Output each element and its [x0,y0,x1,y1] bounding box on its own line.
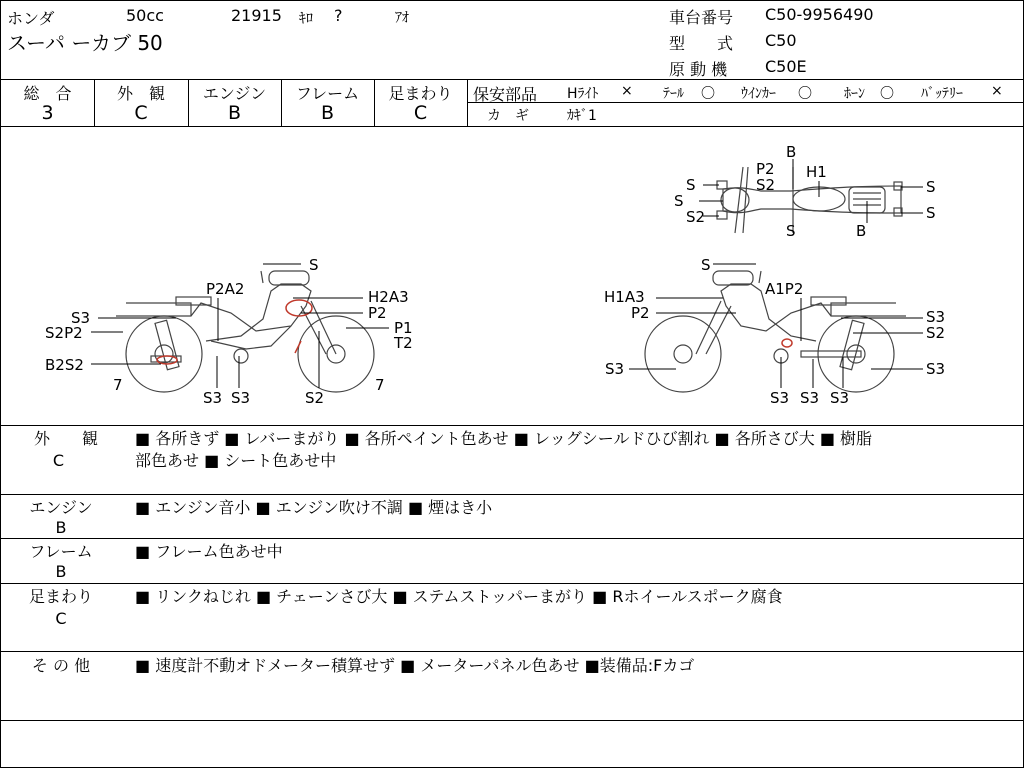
type-value: C50 [765,31,797,50]
grade-suspension-label: 足まわり [388,84,453,103]
displacement: 50cc [126,6,164,25]
mileage-unit: ｷﾛ [299,11,313,27]
safety-mark-tail: 〇 [701,86,715,102]
right-label-s2-right: S2 [926,324,946,342]
divider [1,494,1023,495]
right-label-s3-a: S3 [770,389,790,407]
remark-engine-category: エンジン [29,498,93,517]
left-label-b2s2: B2S2 [45,356,84,374]
model-name: スーパ ーカブ 50 [7,31,163,55]
top-label-s2-left: S [674,192,684,210]
left-label-s3: S3 [71,309,91,327]
type-label: 型 式 [669,34,734,53]
right-label-s3-c: S3 [830,389,850,407]
right-label-s3-b: S3 [800,389,820,407]
left-label-s3-b: S3 [231,389,251,407]
remark-suspension-text: ■ リンクねじれ ■ チェーンさび大 ■ ステムストッパーまがり ■ Rホイールスポーク腐食 [135,587,783,606]
safety-item-horn: ﾎｰﾝ [844,86,865,102]
divider [1,651,1023,652]
left-label-p2: P2 [368,304,387,322]
grade-frame-label: フレーム [295,84,360,103]
right-label-s3-right: S3 [926,308,946,326]
remark-exterior-category: 外 観 [33,429,98,448]
left-side-bike [116,271,374,392]
remark-exterior-grade: C [52,451,65,470]
engine-label: 原 動 機 [669,60,728,79]
left-label-s2p2: S2P2 [45,324,83,342]
top-label-b-upper: B [786,143,797,161]
divider [1,79,1023,80]
top-label-s-right-upper: S [926,178,936,196]
safety-mark-winker: 〇 [798,86,812,102]
left-label-t2: T2 [394,334,413,352]
right-label-p2: P2 [631,304,650,322]
top-label-b-lower: S [786,222,796,240]
right-label-s3-left: S3 [605,360,625,378]
safety-item-headlight: Hﾗｲﾄ [567,86,599,102]
top-label-s-left-upper: S [686,176,696,194]
right-label-s3-right-lower: S3 [926,360,946,378]
remark-engine-grade: B [55,518,67,537]
divider [1,583,1023,584]
right-label-a1p2: A1P2 [765,280,804,298]
left-label-p2a2: P2A2 [206,280,245,298]
right-label-h1a3: H1A3 [604,288,645,306]
grade-exterior-value: C [134,102,148,124]
grade-exterior-label: 外 観 [116,84,165,103]
grade-engine-value: B [227,102,242,124]
color: ｱｵ [395,10,409,26]
right-side-labels [604,256,945,407]
remark-suspension-category: 足まわり [28,587,93,606]
right-label-s-top: S [701,256,711,274]
remark-frame-grade: B [55,562,67,581]
left-label-h2a3: H2A3 [368,288,409,306]
safety-mark-battery: × [991,83,1003,99]
frame-no: C50-9956490 [765,5,874,24]
remark-exterior-text: ■ 各所きず ■ レバーまがり ■ 各所ペイント色あせ ■ レッグシールドひび割れ ■ 各所さび大 ■ 樹脂 [135,429,873,448]
key-label: カ ギ [487,108,529,124]
divider [1,425,1023,426]
safety-item-battery: ﾊﾞｯﾃﾘｰ [921,86,963,102]
remark-other-category: そ の 他 [31,656,91,675]
safety-mark-horn: 〇 [880,86,894,102]
top-label-s3: B [856,222,867,240]
remark-frame-category: フレーム [29,542,93,561]
safety-label: 保安部品 [473,85,538,104]
frame-no-label: 車台番号 [669,8,734,27]
remark-other-text: ■ 速度計不動オドメーター積算せず ■ メーターパネル色あせ ■装備品:Fカゴ [135,656,695,675]
top-label-p2: P2 [756,160,775,178]
left-label-p1: P1 [394,319,413,337]
grade-overall-value: 3 [41,102,54,124]
divider [1,538,1023,539]
remark-suspension-grade: C [55,609,67,628]
top-label-s-left-lower: S2 [686,208,706,226]
maker: ホンダ [7,9,55,28]
left-label-s3-a: S3 [203,389,223,407]
top-label-h1: H1 [806,163,827,181]
left-label-7-right: 7 [375,376,385,394]
remark-engine-text: ■ エンジン音小 ■ エンジン吹け不調 ■ 煙はき小 [135,498,493,517]
grade-overall-label: 総 合 [23,84,72,103]
remark-exterior-text-cont: 部色あせ ■ シート色あせ中 [135,451,337,470]
engine-value: C50E [765,57,807,76]
grade-frame-value: B [320,102,335,124]
left-label-s-top: S [309,256,319,274]
top-label-s2-upper: S2 [756,176,776,194]
safety-item-winker: ｳｲﾝｶｰ [741,86,776,102]
grade-suspension-value: C [413,102,428,124]
safety-item-tail: ﾃｰﾙ [663,86,684,102]
top-label-s-right-lower: S [926,204,936,222]
grade-engine-label: エンジン [202,84,267,103]
damage-diagram [1,127,1023,425]
top-view-labels [674,143,936,240]
key-value: ｶｷﾞ1 [567,108,597,124]
remark-frame-text: ■ フレーム色あせ中 [135,542,283,561]
mileage: 21915 [231,6,282,25]
right-damage-marks [782,339,792,347]
divider [1,720,1023,721]
left-label-s2-bottom: S2 [305,389,325,407]
left-label-7-left: 7 [113,376,123,394]
safety-mark-headlight: × [621,83,633,99]
unknown-mark: ? [334,6,343,25]
